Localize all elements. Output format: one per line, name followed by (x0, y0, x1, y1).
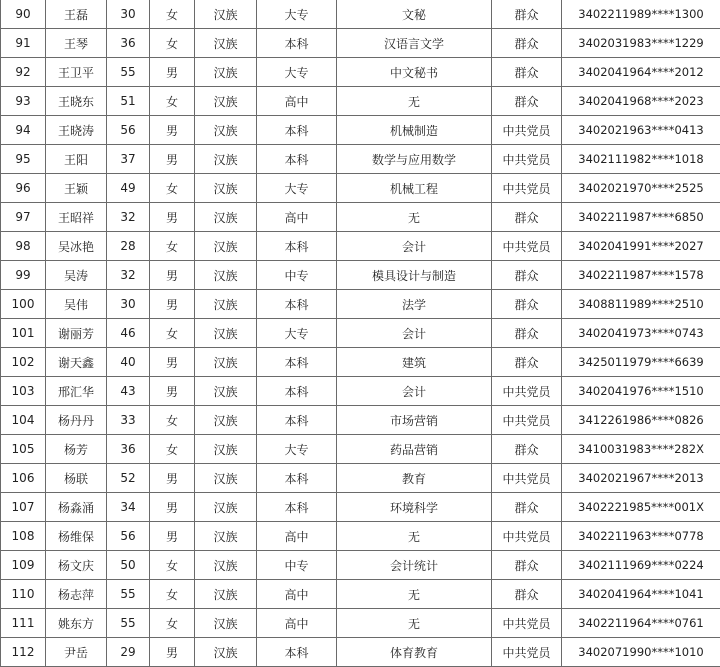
gender-cell[interactable]: 女 (150, 319, 195, 348)
political-status-cell[interactable]: 群众 (492, 261, 562, 290)
major-cell[interactable]: 机械制造 (337, 116, 492, 145)
major-cell[interactable]: 法学 (337, 290, 492, 319)
ethnicity-cell[interactable]: 汉族 (195, 87, 257, 116)
row-number-cell[interactable]: 95 (1, 145, 46, 174)
age-cell[interactable]: 36 (107, 435, 150, 464)
row-number-cell[interactable]: 101 (1, 319, 46, 348)
major-cell[interactable]: 建筑 (337, 348, 492, 377)
political-status-cell[interactable]: 群众 (492, 580, 562, 609)
major-cell[interactable]: 机械工程 (337, 174, 492, 203)
id-number-cell[interactable]: 3402041976****1510 (562, 377, 720, 406)
row-number-cell[interactable]: 108 (1, 522, 46, 551)
row-number-cell[interactable]: 94 (1, 116, 46, 145)
gender-cell[interactable]: 女 (150, 87, 195, 116)
education-cell[interactable]: 中专 (257, 261, 337, 290)
name-cell[interactable]: 姚东方 (46, 609, 107, 638)
education-cell[interactable]: 大专 (257, 435, 337, 464)
gender-cell[interactable]: 女 (150, 435, 195, 464)
education-cell[interactable]: 大专 (257, 174, 337, 203)
ethnicity-cell[interactable]: 汉族 (195, 551, 257, 580)
age-cell[interactable]: 55 (107, 609, 150, 638)
major-cell[interactable]: 会计 (337, 319, 492, 348)
name-cell[interactable]: 王琴 (46, 29, 107, 58)
political-status-cell[interactable]: 群众 (492, 58, 562, 87)
gender-cell[interactable]: 男 (150, 290, 195, 319)
ethnicity-cell[interactable]: 汉族 (195, 261, 257, 290)
education-cell[interactable]: 本科 (257, 116, 337, 145)
ethnicity-cell[interactable]: 汉族 (195, 319, 257, 348)
age-cell[interactable]: 52 (107, 464, 150, 493)
gender-cell[interactable]: 男 (150, 493, 195, 522)
ethnicity-cell[interactable]: 汉族 (195, 116, 257, 145)
age-cell[interactable]: 46 (107, 319, 150, 348)
education-cell[interactable]: 本科 (257, 493, 337, 522)
major-cell[interactable]: 数学与应用数学 (337, 145, 492, 174)
id-number-cell[interactable]: 3402071990****1010 (562, 638, 720, 667)
age-cell[interactable]: 30 (107, 0, 150, 29)
id-number-cell[interactable]: 3408811989****2510 (562, 290, 720, 319)
major-cell[interactable]: 会计 (337, 232, 492, 261)
row-number-cell[interactable]: 104 (1, 406, 46, 435)
age-cell[interactable]: 43 (107, 377, 150, 406)
id-number-cell[interactable]: 3402021970****2525 (562, 174, 720, 203)
major-cell[interactable]: 中文秘书 (337, 58, 492, 87)
ethnicity-cell[interactable]: 汉族 (195, 377, 257, 406)
table-row (1, 58, 720, 87)
name-cell[interactable]: 王昭祥 (46, 203, 107, 232)
id-number-cell[interactable]: 3402221985****001X (562, 493, 720, 522)
ethnicity-cell[interactable]: 汉族 (195, 232, 257, 261)
table-row (1, 145, 720, 174)
age-cell[interactable]: 50 (107, 551, 150, 580)
age-cell[interactable]: 49 (107, 174, 150, 203)
gender-cell[interactable]: 男 (150, 377, 195, 406)
table-row (1, 493, 720, 522)
age-cell[interactable]: 55 (107, 58, 150, 87)
education-cell[interactable]: 本科 (257, 348, 337, 377)
row-number-cell[interactable]: 96 (1, 174, 46, 203)
row-number-cell[interactable]: 92 (1, 58, 46, 87)
education-cell[interactable]: 本科 (257, 29, 337, 58)
age-cell[interactable]: 56 (107, 116, 150, 145)
id-number-cell[interactable]: 3402041964****1041 (562, 580, 720, 609)
ethnicity-cell[interactable]: 汉族 (195, 203, 257, 232)
political-status-cell[interactable]: 中共党员 (492, 377, 562, 406)
row-number-cell[interactable]: 99 (1, 261, 46, 290)
major-cell[interactable]: 汉语言文学 (337, 29, 492, 58)
education-cell[interactable]: 高中 (257, 522, 337, 551)
major-cell[interactable]: 无 (337, 580, 492, 609)
age-cell[interactable]: 51 (107, 87, 150, 116)
row-number-cell[interactable]: 90 (1, 0, 46, 29)
gender-cell[interactable]: 女 (150, 0, 195, 29)
table-row (1, 435, 720, 464)
id-number-cell[interactable]: 3402041991****2027 (562, 232, 720, 261)
table-row (1, 116, 720, 145)
age-cell[interactable]: 56 (107, 522, 150, 551)
ethnicity-cell[interactable]: 汉族 (195, 29, 257, 58)
ethnicity-cell[interactable]: 汉族 (195, 406, 257, 435)
political-status-cell[interactable]: 中共党员 (492, 232, 562, 261)
table-row (1, 580, 720, 609)
name-cell[interactable]: 杨文庆 (46, 551, 107, 580)
political-status-cell[interactable]: 群众 (492, 29, 562, 58)
political-status-cell[interactable]: 中共党员 (492, 638, 562, 667)
ethnicity-cell[interactable]: 汉族 (195, 609, 257, 638)
id-number-cell[interactable]: 3402211963****0778 (562, 522, 720, 551)
political-status-cell[interactable]: 中共党员 (492, 522, 562, 551)
political-status-cell[interactable]: 群众 (492, 493, 562, 522)
major-cell[interactable]: 无 (337, 203, 492, 232)
education-cell[interactable]: 本科 (257, 464, 337, 493)
id-number-cell[interactable]: 3402041968****2023 (562, 87, 720, 116)
political-status-cell[interactable]: 中共党员 (492, 116, 562, 145)
ethnicity-cell[interactable]: 汉族 (195, 174, 257, 203)
row-number-cell[interactable]: 103 (1, 377, 46, 406)
education-cell[interactable]: 高中 (257, 580, 337, 609)
political-status-cell[interactable]: 中共党员 (492, 145, 562, 174)
education-cell[interactable]: 高中 (257, 87, 337, 116)
major-cell[interactable]: 市场营销 (337, 406, 492, 435)
id-number-cell[interactable]: 3402211989****1300 (562, 0, 720, 29)
ethnicity-cell[interactable]: 汉族 (195, 638, 257, 667)
education-cell[interactable]: 本科 (257, 406, 337, 435)
political-status-cell[interactable]: 群众 (492, 203, 562, 232)
education-cell[interactable]: 大专 (257, 319, 337, 348)
name-cell[interactable]: 吴冰艳 (46, 232, 107, 261)
education-cell[interactable]: 本科 (257, 232, 337, 261)
name-cell[interactable]: 杨志萍 (46, 580, 107, 609)
major-cell[interactable]: 药品营销 (337, 435, 492, 464)
row-number-cell[interactable]: 109 (1, 551, 46, 580)
gender-cell[interactable]: 男 (150, 464, 195, 493)
age-cell[interactable]: 32 (107, 203, 150, 232)
gender-cell[interactable]: 女 (150, 232, 195, 261)
gender-cell[interactable]: 男 (150, 261, 195, 290)
ethnicity-cell[interactable]: 汉族 (195, 522, 257, 551)
age-cell[interactable]: 30 (107, 290, 150, 319)
gender-cell[interactable]: 男 (150, 522, 195, 551)
table-row (1, 319, 720, 348)
age-cell[interactable]: 28 (107, 232, 150, 261)
id-number-cell[interactable]: 3402021967****2013 (562, 464, 720, 493)
ethnicity-cell[interactable]: 汉族 (195, 493, 257, 522)
row-number-cell[interactable]: 110 (1, 580, 46, 609)
row-number-cell[interactable]: 93 (1, 87, 46, 116)
table-row (1, 203, 720, 232)
table-row (1, 87, 720, 116)
table-row (1, 464, 720, 493)
name-cell[interactable]: 杨淼涌 (46, 493, 107, 522)
id-number-cell[interactable]: 3412261986****0826 (562, 406, 720, 435)
name-cell[interactable]: 吴涛 (46, 261, 107, 290)
row-number-cell[interactable]: 100 (1, 290, 46, 319)
table-row (1, 261, 720, 290)
gender-cell[interactable]: 男 (150, 145, 195, 174)
education-cell[interactable]: 高中 (257, 609, 337, 638)
gender-cell[interactable]: 男 (150, 348, 195, 377)
age-cell[interactable]: 33 (107, 406, 150, 435)
table-row (1, 377, 720, 406)
table-row (1, 348, 720, 377)
id-number-cell[interactable]: 3402111969****0224 (562, 551, 720, 580)
row-number-cell[interactable]: 102 (1, 348, 46, 377)
row-number-cell[interactable]: 105 (1, 435, 46, 464)
table-row (1, 609, 720, 638)
table-row (1, 522, 720, 551)
gender-cell[interactable]: 女 (150, 406, 195, 435)
id-number-cell[interactable]: 3402041973****0743 (562, 319, 720, 348)
education-cell[interactable]: 本科 (257, 638, 337, 667)
table-row (1, 0, 720, 29)
major-cell[interactable]: 文秘 (337, 0, 492, 29)
gender-cell[interactable]: 女 (150, 551, 195, 580)
major-cell[interactable]: 教育 (337, 464, 492, 493)
name-cell[interactable]: 王晓东 (46, 87, 107, 116)
table-row (1, 638, 720, 667)
gender-cell[interactable]: 女 (150, 609, 195, 638)
education-cell[interactable]: 高中 (257, 203, 337, 232)
major-cell[interactable]: 无 (337, 609, 492, 638)
id-number-cell[interactable]: 3425011979****6639 (562, 348, 720, 377)
political-status-cell[interactable]: 群众 (492, 348, 562, 377)
political-status-cell[interactable]: 中共党员 (492, 406, 562, 435)
ethnicity-cell[interactable]: 汉族 (195, 580, 257, 609)
id-number-cell[interactable]: 3402211964****0761 (562, 609, 720, 638)
name-cell[interactable]: 谢丽芳 (46, 319, 107, 348)
education-cell[interactable]: 本科 (257, 290, 337, 319)
major-cell[interactable]: 模具设计与制造 (337, 261, 492, 290)
table-row (1, 406, 720, 435)
age-cell[interactable]: 36 (107, 29, 150, 58)
name-cell[interactable]: 尹岳 (46, 638, 107, 667)
gender-cell[interactable]: 男 (150, 58, 195, 87)
id-number-cell[interactable]: 3402211987****1578 (562, 261, 720, 290)
id-number-cell[interactable]: 3402031983****1229 (562, 29, 720, 58)
row-number-cell[interactable]: 106 (1, 464, 46, 493)
political-status-cell[interactable]: 群众 (492, 319, 562, 348)
age-cell[interactable]: 40 (107, 348, 150, 377)
ethnicity-cell[interactable]: 汉族 (195, 58, 257, 87)
id-number-cell[interactable]: 3402111982****1018 (562, 145, 720, 174)
table-row (1, 29, 720, 58)
gender-cell[interactable]: 女 (150, 580, 195, 609)
id-number-cell[interactable]: 3410031983****282X (562, 435, 720, 464)
education-cell[interactable]: 本科 (257, 145, 337, 174)
name-cell[interactable]: 王阳 (46, 145, 107, 174)
name-cell[interactable]: 王晓涛 (46, 116, 107, 145)
id-number-cell[interactable]: 3402021963****0413 (562, 116, 720, 145)
table-row (1, 174, 720, 203)
name-cell[interactable]: 吴伟 (46, 290, 107, 319)
political-status-cell[interactable]: 群众 (492, 87, 562, 116)
age-cell[interactable]: 55 (107, 580, 150, 609)
table-row (1, 232, 720, 261)
gender-cell[interactable]: 男 (150, 116, 195, 145)
ethnicity-cell[interactable]: 汉族 (195, 464, 257, 493)
ethnicity-cell[interactable]: 汉族 (195, 435, 257, 464)
major-cell[interactable]: 会计统计 (337, 551, 492, 580)
table-body (1, 0, 720, 667)
political-status-cell[interactable]: 群众 (492, 435, 562, 464)
name-cell[interactable]: 邢汇华 (46, 377, 107, 406)
name-cell[interactable]: 杨联 (46, 464, 107, 493)
gender-cell[interactable]: 男 (150, 638, 195, 667)
gender-cell[interactable]: 女 (150, 29, 195, 58)
row-number-cell[interactable]: 91 (1, 29, 46, 58)
major-cell[interactable]: 环境科学 (337, 493, 492, 522)
name-cell[interactable]: 杨丹丹 (46, 406, 107, 435)
name-cell[interactable]: 王磊 (46, 0, 107, 29)
name-cell[interactable]: 谢天鑫 (46, 348, 107, 377)
gender-cell[interactable]: 女 (150, 174, 195, 203)
id-number-cell[interactable]: 3402211987****6850 (562, 203, 720, 232)
ethnicity-cell[interactable]: 汉族 (195, 348, 257, 377)
major-cell[interactable]: 会计 (337, 377, 492, 406)
ethnicity-cell[interactable]: 汉族 (195, 145, 257, 174)
political-status-cell[interactable]: 中共党员 (492, 464, 562, 493)
row-number-cell[interactable]: 97 (1, 203, 46, 232)
row-number-cell[interactable]: 112 (1, 638, 46, 667)
major-cell[interactable]: 无 (337, 522, 492, 551)
row-number-cell[interactable]: 98 (1, 232, 46, 261)
education-cell[interactable]: 大专 (257, 0, 337, 29)
political-status-cell[interactable]: 群众 (492, 551, 562, 580)
education-cell[interactable]: 大专 (257, 58, 337, 87)
political-status-cell[interactable]: 中共党员 (492, 609, 562, 638)
age-cell[interactable]: 29 (107, 638, 150, 667)
age-cell[interactable]: 37 (107, 145, 150, 174)
political-status-cell[interactable]: 中共党员 (492, 174, 562, 203)
political-status-cell[interactable]: 群众 (492, 290, 562, 319)
political-status-cell[interactable]: 群众 (492, 0, 562, 29)
gender-cell[interactable]: 男 (150, 203, 195, 232)
education-cell[interactable]: 本科 (257, 377, 337, 406)
name-cell[interactable]: 王颖 (46, 174, 107, 203)
name-cell[interactable]: 杨维保 (46, 522, 107, 551)
age-cell[interactable]: 32 (107, 261, 150, 290)
ethnicity-cell[interactable]: 汉族 (195, 0, 257, 29)
ethnicity-cell[interactable]: 汉族 (195, 290, 257, 319)
table-row (1, 551, 720, 580)
table-row (1, 290, 720, 319)
major-cell[interactable]: 无 (337, 87, 492, 116)
education-cell[interactable]: 中专 (257, 551, 337, 580)
row-number-cell[interactable]: 111 (1, 609, 46, 638)
major-cell[interactable]: 体育教育 (337, 638, 492, 667)
age-cell[interactable]: 34 (107, 493, 150, 522)
row-number-cell[interactable]: 107 (1, 493, 46, 522)
name-cell[interactable]: 王卫平 (46, 58, 107, 87)
id-number-cell[interactable]: 3402041964****2012 (562, 58, 720, 87)
name-cell[interactable]: 杨芳 (46, 435, 107, 464)
